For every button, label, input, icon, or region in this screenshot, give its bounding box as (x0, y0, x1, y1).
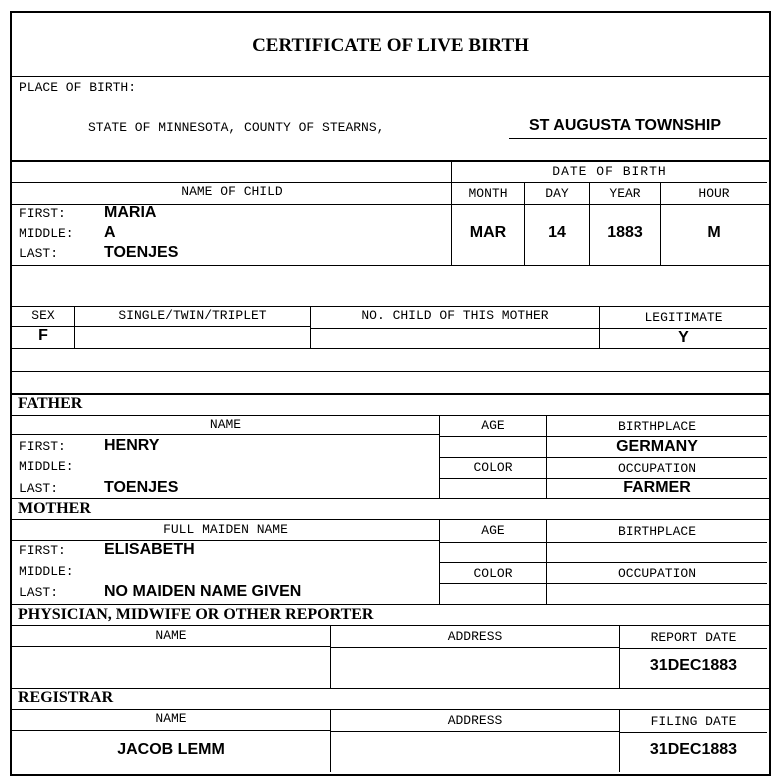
divider (74, 307, 75, 348)
sex-value: F (38, 327, 48, 344)
divider (330, 626, 331, 688)
name-of-child-header: NAME OF CHILD (181, 184, 283, 199)
divider (12, 415, 769, 416)
father-middle-label: MIDDLE: (19, 459, 74, 474)
father-birthplace: GERMANY (616, 438, 698, 455)
mother-first-name: ELISABETH (104, 541, 195, 558)
certificate-title: CERTIFICATE OF LIVE BIRTH (252, 35, 529, 56)
registrar-section-title: REGISTRAR (18, 689, 114, 706)
report-date-label: REPORT DATE (650, 630, 737, 645)
mother-age-label: AGE (481, 523, 505, 538)
divider (331, 731, 619, 732)
mother-middle-label: MIDDLE: (19, 564, 74, 579)
child-middle-label: MIDDLE: (19, 226, 74, 241)
hour-label: HOUR (698, 186, 730, 201)
divider (12, 688, 769, 689)
divider (12, 182, 452, 183)
mother-birthplace-label: BIRTHPLACE (617, 524, 696, 539)
divider (12, 730, 330, 731)
father-occupation: FARMER (623, 479, 691, 496)
divider (439, 520, 440, 604)
birth-year: 1883 (607, 224, 643, 241)
physician-section-title: PHYSICIAN, MIDWIFE OR OTHER REPORTER (18, 606, 374, 623)
mother-first-label: FIRST: (19, 543, 66, 558)
divider (331, 647, 619, 648)
legitimate-value: Y (678, 329, 689, 346)
father-color-label: COLOR (473, 460, 513, 475)
month-label: MONTH (468, 186, 508, 201)
filing-date: 31DEC1883 (649, 741, 738, 758)
divider (12, 348, 769, 349)
multiple-birth-label: SINGLE/TWIN/TRIPLET (118, 308, 267, 323)
child-last-label: LAST: (19, 246, 59, 261)
father-age-label: AGE (481, 418, 505, 433)
divider (452, 182, 767, 183)
birth-hour: M (707, 224, 721, 241)
divider (12, 160, 769, 162)
father-name-header: NAME (209, 417, 242, 432)
mother-last-label: LAST: (19, 585, 59, 600)
report-date: 31DEC1883 (649, 657, 738, 674)
divider (546, 520, 547, 604)
father-first-name: HENRY (104, 437, 160, 454)
mother-name-header: FULL MAIDEN NAME (163, 522, 288, 537)
divider (620, 732, 767, 733)
child-first-label: FIRST: (19, 206, 66, 221)
father-first-label: FIRST: (19, 439, 66, 454)
divider (12, 76, 769, 77)
legitimate-label: LEGITIMATE (644, 310, 723, 325)
township-underline (509, 138, 767, 139)
child-middle-name: A (104, 224, 116, 241)
mother-occupation-label: OCCUPATION (617, 566, 696, 581)
divider (12, 393, 769, 395)
divider (12, 265, 769, 266)
divider (12, 519, 769, 520)
divider (451, 161, 452, 265)
divider (330, 710, 331, 772)
mother-section-title: MOTHER (18, 500, 91, 517)
divider (12, 371, 769, 372)
place-of-birth-label: PLACE OF BIRTH: (19, 80, 137, 95)
divider (440, 542, 767, 543)
child-number-label: NO. CHILD OF THIS MOTHER (361, 308, 549, 323)
divider (12, 306, 769, 307)
divider (440, 562, 767, 563)
divider (12, 625, 769, 626)
place-state-county: STATE OF MINNESOTA, COUNTY OF STEARNS, (88, 120, 385, 135)
divider (12, 434, 439, 435)
divider (12, 540, 439, 541)
birth-month: MAR (469, 224, 507, 241)
birth-day: 14 (548, 224, 566, 241)
divider (12, 709, 769, 710)
registrar-name: JACOB LEMM (117, 741, 225, 758)
mother-last-name: NO MAIDEN NAME GIVEN (104, 583, 302, 600)
divider (310, 307, 311, 348)
place-township: ST AUGUSTA TOWNSHIP (529, 117, 721, 134)
registrar-name-label: NAME (155, 711, 187, 726)
filing-date-label: FILING DATE (650, 714, 737, 729)
divider (439, 416, 440, 498)
date-of-birth-header: DATE OF BIRTH (552, 164, 667, 179)
child-first-name: MARIA (104, 204, 157, 221)
father-occupation-label: OCCUPATION (617, 461, 696, 476)
year-label: YEAR (609, 186, 641, 201)
day-label: DAY (545, 186, 569, 201)
father-last-label: LAST: (19, 481, 59, 496)
father-section-title: FATHER (18, 395, 83, 412)
divider (12, 604, 769, 605)
divider (440, 583, 767, 584)
divider (12, 498, 769, 499)
child-last-name: TOENJES (104, 244, 179, 261)
father-last-name: TOENJES (104, 479, 179, 496)
divider (440, 457, 767, 458)
father-birthplace-label: BIRTHPLACE (617, 419, 696, 434)
physician-address-label: ADDRESS (447, 629, 503, 644)
divider (620, 648, 767, 649)
registrar-address-label: ADDRESS (447, 713, 503, 728)
divider (12, 646, 330, 647)
divider (440, 436, 767, 437)
mother-color-label: COLOR (473, 566, 513, 581)
physician-name-label: NAME (155, 628, 187, 643)
sex-label: SEX (31, 308, 55, 323)
